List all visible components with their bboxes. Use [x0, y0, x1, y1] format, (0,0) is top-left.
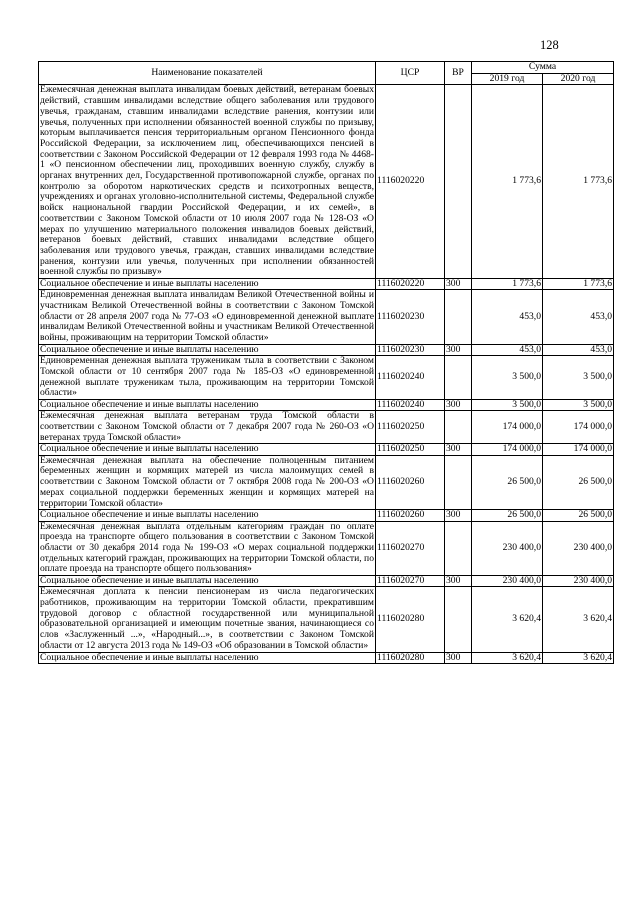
- table-row: [39, 576, 614, 587]
- row-sum-2019: 1 773,6: [472, 279, 543, 290]
- table-row: [39, 521, 614, 576]
- table-row: [39, 279, 614, 290]
- row-sum-2020: 230 400,0: [543, 576, 614, 587]
- row-csr: 1116020260: [376, 510, 445, 521]
- page-number: 128: [540, 38, 559, 52]
- row-csr: 1116020240: [376, 399, 445, 410]
- row-vr: 300: [445, 576, 472, 587]
- row-csr: 1116020220: [376, 85, 445, 279]
- row-csr: 1116020240: [376, 356, 445, 400]
- row-sum-2020: 3 620,4: [543, 652, 614, 663]
- row-csr: 1116020230: [376, 344, 445, 355]
- row-vr: 300: [445, 279, 472, 290]
- row-sum-2020: 3 620,4: [543, 587, 614, 652]
- row-vr: [445, 290, 472, 345]
- row-sum-2019: 3 620,4: [472, 652, 543, 663]
- table-row: [39, 652, 614, 663]
- row-name: Единовременная денежная выплата инвалидам Великой Отечественной войны и участникам Великой Отечественной войны в соответствии с Законом Томской области от 28 апреля 2007 года № 77-ОЗ «О единовременной денежной выплате инвалидам Великой Отечественной войны и участникам Великой Отечественной войны, проживающим на территории Томской области»: [40, 289, 374, 344]
- row-sum-2020: 174 000,0: [543, 444, 614, 455]
- row-csr: 1116020220: [376, 279, 445, 290]
- row-vr: 300: [445, 444, 472, 455]
- row-name: Социальное обеспечение и иные выплаты населению: [39, 444, 376, 455]
- row-sum-2020: 26 500,0: [543, 510, 614, 521]
- table-header: [39, 62, 614, 85]
- row-name: Социальное обеспечение и иные выплаты населению: [39, 652, 376, 663]
- row-sum-2020: 3 500,0: [543, 356, 614, 400]
- header-year-2019: 2019 год: [472, 73, 543, 85]
- row-csr: 1116020250: [376, 444, 445, 455]
- table-row: [39, 411, 614, 444]
- row-sum-2019: 174 000,0: [472, 444, 543, 455]
- header-name: Наименование показателей: [39, 62, 376, 85]
- table-row: [39, 344, 614, 355]
- row-sum-2019: 3 500,0: [472, 399, 543, 410]
- table-row: [39, 85, 614, 279]
- header-year-2020: 2020 год: [543, 73, 614, 85]
- row-vr: 300: [445, 399, 472, 410]
- table-row: [39, 290, 614, 345]
- header-csr: ЦСР: [376, 62, 445, 85]
- row-sum-2020: 26 500,0: [543, 455, 614, 510]
- row-sum-2019: 453,0: [472, 290, 543, 345]
- row-sum-2019: 26 500,0: [472, 510, 543, 521]
- row-name: Социальное обеспечение и иные выплаты населению: [39, 510, 376, 521]
- row-name: Социальное обеспечение и иные выплаты населению: [39, 344, 376, 355]
- table-row: [39, 455, 614, 510]
- table-row: [39, 444, 614, 455]
- row-csr: 1116020270: [376, 521, 445, 576]
- row-csr: 1116020270: [376, 576, 445, 587]
- header-sum: Сумма: [472, 62, 614, 74]
- row-vr: 300: [445, 652, 472, 663]
- row-name: Социальное обеспечение и иные выплаты населению: [39, 399, 376, 410]
- row-vr: [445, 587, 472, 652]
- row-vr: 300: [445, 510, 472, 521]
- row-name: Ежемесячная денежная выплата на обеспечение полноценным питанием беременных женщин и кормящих матерей из числа малоимущих семей в соответствии с Законом Томской области от 7 октября 2008 года № 200-ОЗ «О мерах социальной поддержки беременных женщин и кормящих матерей на территории Томской области»: [40, 454, 374, 509]
- table-row: [39, 399, 614, 410]
- row-sum-2020: 453,0: [543, 344, 614, 355]
- row-vr: [445, 521, 472, 576]
- row-name: Ежемесячная денежная выплата отдельным категориям граждан по оплате проезда на транспорте общего пользования в соответствии с Законом Томской области от 30 декабря 2014 года № 199-ОЗ «О мерах социальной поддержки отдельных категорий граждан, проживающих на территории Томской области, по оплате проезда на транспорте общего пользования»: [40, 520, 374, 575]
- budget-table: [38, 61, 614, 664]
- row-name: Социальное обеспечение и иные выплаты населению: [39, 279, 376, 290]
- row-vr: 300: [445, 344, 472, 355]
- row-sum-2019: 3 500,0: [472, 356, 543, 400]
- row-name: Единовременная денежная выплата труженикам тыла в соответствии с Законом Томской области от 10 сентября 2007 года № 185-ОЗ «О единовременной денежной выплате труженикам тыла, проживающим на территории Томской области»: [40, 355, 374, 399]
- row-sum-2019: 230 400,0: [472, 521, 543, 576]
- row-sum-2019: 3 620,4: [472, 587, 543, 652]
- row-sum-2019: 230 400,0: [472, 576, 543, 587]
- row-csr: 1116020230: [376, 290, 445, 345]
- row-sum-2020: 3 500,0: [543, 399, 614, 410]
- row-csr: 1116020260: [376, 455, 445, 510]
- row-sum-2020: 453,0: [543, 290, 614, 345]
- table-row: [39, 587, 614, 652]
- row-sum-2019: 453,0: [472, 344, 543, 355]
- header-vr: ВР: [445, 62, 472, 85]
- row-sum-2020: 230 400,0: [543, 521, 614, 576]
- table-row: [39, 510, 614, 521]
- row-vr: [445, 455, 472, 510]
- table-row: [39, 356, 614, 400]
- row-sum-2020: 1 773,6: [543, 85, 614, 279]
- row-name: Ежемесячная доплата к пенсии пенсионерам из числа педагогических работников, проживающим на территории Томской области, прекратившим трудовой договор с областной государственной или муниципальной образовательной организацией и имеющим почетные звания, начинающиеся со слов «Заслуженный ...», «Народный...», в соответствии с Законом Томской области от 12 августа 2013 года № 149-ОЗ «Об образовании в Томской области»: [40, 586, 374, 651]
- row-name: Ежемесячная денежная выплата инвалидам боевых действий, ветеранам боевых действий, ставшим инвалидами вследствие общего заболевания или трудового увечья, гражданам, ставшим инвалидами вследствие ранения, контузии или увечья, полученных при исполнении обязанностей военной службы по призыву, которым выплачивается пенсия территориальным органом Пенсионного фонда Российской Федерации, за исключением лиц, обеспечивающихся пенсией в соответствии с Законом Российской Федерации от 12 февраля 1993 года № 4468-1 «О пенсионном обеспечении лиц, проходивших военную службу, службу в органах внутренних дел, Государственной противопожарной службе, органах по контролю за оборотом наркотических средств и психотропных веществ, учреждениях и органах уголовно-исполнительной системы, Федеральной службе войск национальной гвардии Российской Федерации, и их семей», в соответствии с Законом Томской области от 10 июля 2007 года № 128-ОЗ «О мерах по улучшению материального положения инвалидов боевых действий, ветеранов боевых действий, ставших инвалидами вследствие общего заболевания или трудового увечья, граждан, ставших инвалидами вследствие ранения, контузии или увечья, полученных при исполнении обязанностей военной службы по призыву»: [40, 84, 374, 278]
- row-sum-2020: 174 000,0: [543, 411, 614, 444]
- row-name: Социальное обеспечение и иные выплаты населению: [39, 576, 376, 587]
- row-csr: 1116020250: [376, 411, 445, 444]
- row-sum-2019: 174 000,0: [472, 411, 543, 444]
- row-sum-2020: 1 773,6: [543, 279, 614, 290]
- row-sum-2019: 26 500,0: [472, 455, 543, 510]
- row-vr: [445, 85, 472, 279]
- row-csr: 1116020280: [376, 587, 445, 652]
- row-sum-2019: 1 773,6: [472, 85, 543, 279]
- row-vr: [445, 411, 472, 444]
- row-csr: 1116020280: [376, 652, 445, 663]
- row-vr: [445, 356, 472, 400]
- row-name: Ежемесячная денежная выплата ветеранам труда Томской области в соответствии с Законом Томской области от 7 декабря 2007 года № 260-ОЗ «О ветеранах труда Томской области»: [40, 410, 374, 443]
